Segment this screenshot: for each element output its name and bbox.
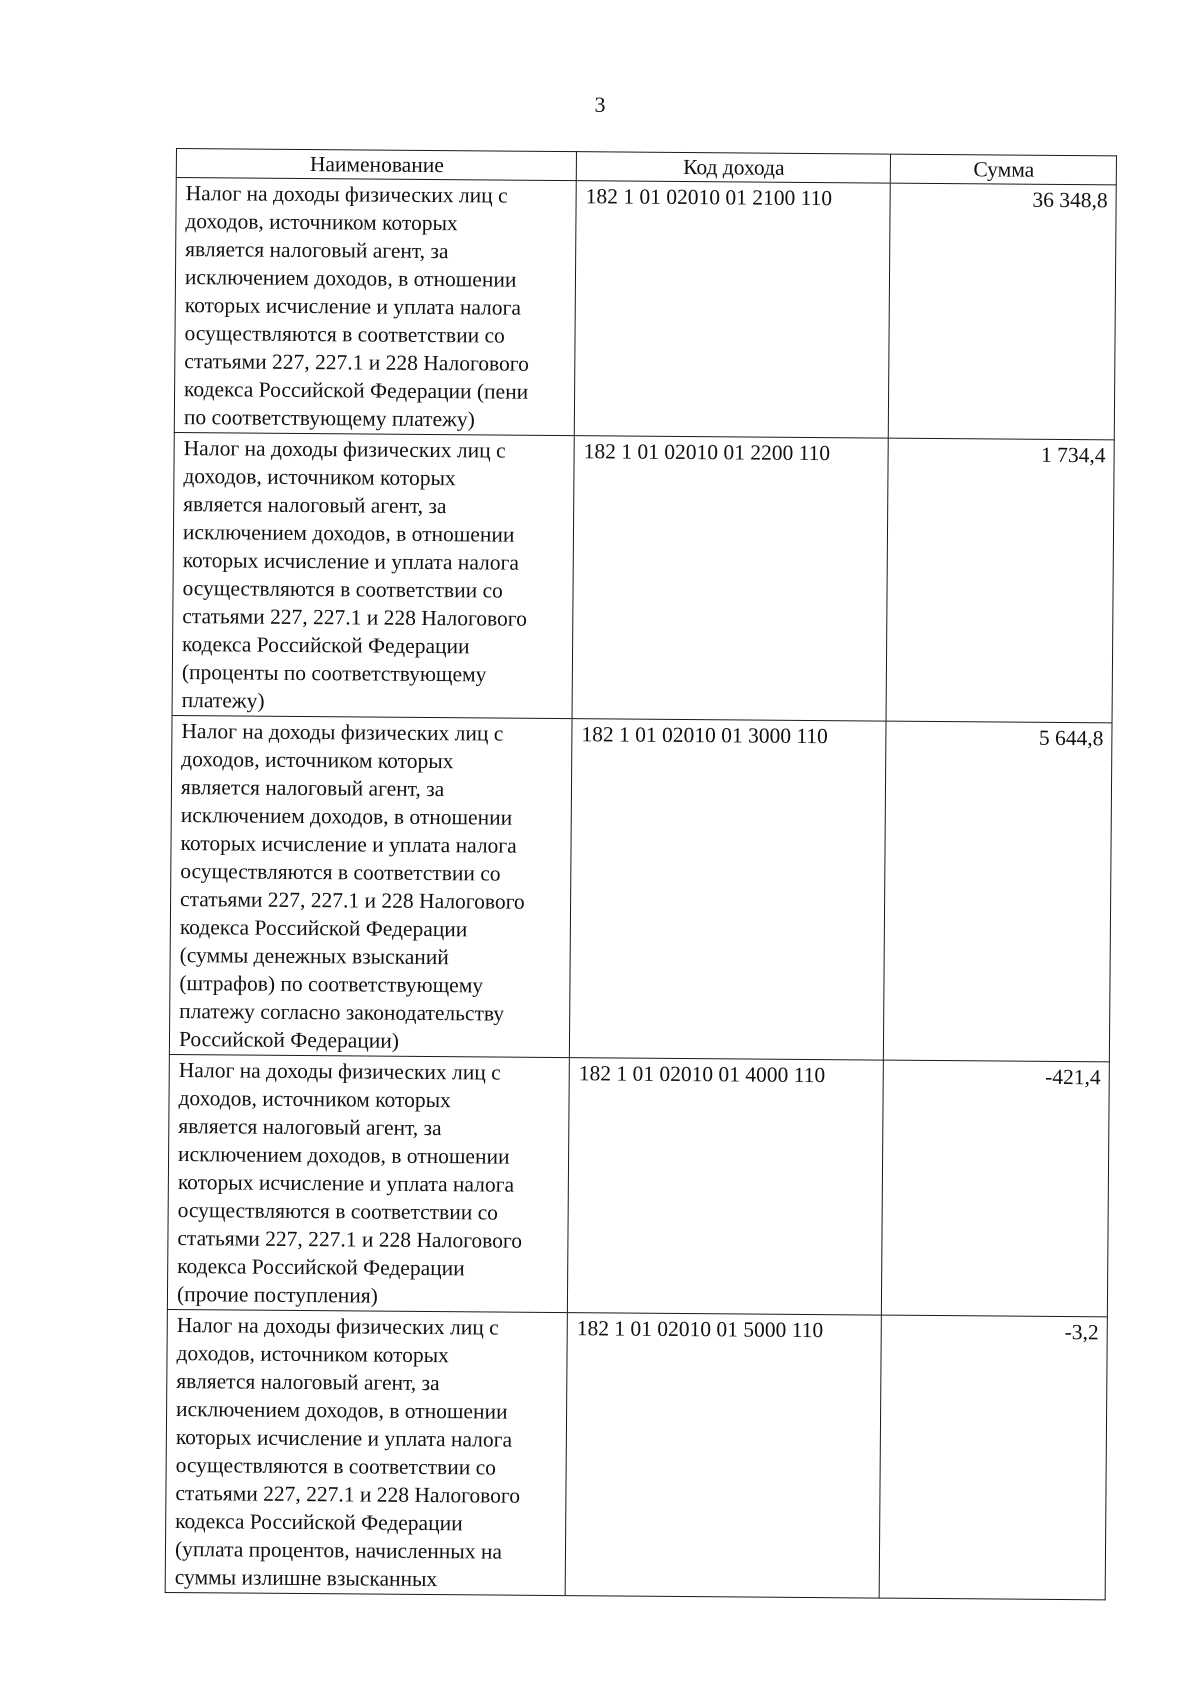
name-line: (штрафов) по соответствующему: [179, 971, 484, 998]
cell-code: 182 1 01 02010 01 4000 110: [567, 1058, 883, 1315]
name-line: которых исчисление и уплата налога: [177, 1170, 515, 1197]
table-row: [167, 1054, 1109, 1316]
name-line: кодекса Российской Федерации (пени: [184, 377, 529, 404]
table-row: [172, 432, 1114, 722]
name-line: исключением доходов, в отношении: [180, 803, 513, 830]
name-line: платежу): [181, 688, 265, 713]
name-line: осуществляются в соответствии со: [175, 1453, 497, 1480]
cell-code: 182 1 01 02010 01 2100 110: [574, 181, 890, 438]
name-line: по соответствующему платежу): [183, 405, 475, 432]
name-line: Налог на доходы физических лиц с: [183, 436, 506, 463]
name-line: Российской Федерации): [178, 1027, 400, 1053]
name-line: является налоговый агент, за: [183, 492, 447, 519]
name-line: осуществляются в соответствии со: [177, 1198, 499, 1225]
name-line: (проценты по соответствующему: [181, 660, 487, 687]
name-line: исключением доходов, в отношении: [178, 1142, 510, 1169]
name-line: Налог на доходы физических лиц с: [181, 719, 504, 746]
header-name: Наименование: [176, 149, 576, 181]
name-line: (прочие поступления): [176, 1282, 378, 1308]
header-sum: Сумма: [890, 154, 1116, 185]
cell-sum: 1 734,4: [886, 438, 1114, 723]
name-line: доходов, источником которых: [185, 209, 458, 236]
name-line: является налоговый агент, за: [180, 775, 445, 802]
cell-name: [165, 1309, 567, 1595]
name-line: кодекса Российской Федерации: [175, 1509, 463, 1536]
name-line: исключением доходов, в отношении: [182, 520, 515, 547]
name-line: (уплата процентов, начисленных на: [174, 1537, 503, 1564]
name-line: статьями 227, 227.1 и 228 Налогового: [182, 604, 527, 631]
cell-sum: -421,4: [881, 1060, 1109, 1317]
name-line: доходов, источником которых: [181, 747, 454, 774]
name-line: платежу согласно законодательству: [179, 999, 505, 1026]
cell-code: 182 1 01 02010 01 2200 110: [572, 436, 888, 721]
header-code: Код дохода: [576, 152, 890, 183]
name-line: статьями 227, 227.1 и 228 Налогового: [175, 1481, 521, 1508]
cell-name: [172, 432, 574, 718]
name-line: исключением доходов, в отношении: [184, 265, 517, 292]
name-line: осуществляются в соответствии со: [182, 576, 503, 603]
name-line: является налоговый агент, за: [176, 1369, 440, 1396]
table-row: [169, 715, 1112, 1061]
name-line: которых исчисление и уплата налога: [175, 1425, 513, 1452]
table-body: [165, 178, 1116, 1600]
name-line: исключением доходов, в отношении: [176, 1397, 508, 1424]
name-line: осуществляются в соответствии со: [184, 321, 505, 348]
name-line: кодекса Российской Федерации: [182, 632, 470, 659]
cell-sum: -3,2: [879, 1315, 1107, 1600]
name-line: Налог на доходы физических лиц с: [185, 181, 508, 208]
cell-sum: 5 644,8: [883, 721, 1112, 1062]
name-line: доходов, источником которых: [183, 464, 456, 491]
name-line: осуществляются в соответствии со: [180, 859, 501, 886]
name-line: статьями 227, 227.1 и 228 Налогового: [180, 887, 525, 914]
cell-code: 182 1 01 02010 01 5000 110: [565, 1313, 881, 1598]
table-row: [165, 1309, 1107, 1599]
name-line: Налог на доходы физических лиц с: [176, 1313, 499, 1340]
name-line: является налоговый агент, за: [178, 1114, 442, 1141]
name-line: которых исчисление и уплата налога: [180, 831, 517, 858]
cell-code: 182 1 01 02010 01 3000 110: [569, 719, 886, 1060]
name-line: статьями 227, 227.1 и 228 Налогового: [184, 349, 529, 376]
name-line: суммы излишне взысканных: [174, 1565, 438, 1592]
name-line: Налог на доходы физических лиц с: [178, 1058, 501, 1085]
cell-name: [169, 715, 572, 1057]
name-line: которых исчисление и уплата налога: [182, 548, 520, 575]
cell-name: [167, 1054, 569, 1312]
name-line: является налоговый агент, за: [185, 237, 449, 264]
name-line: которых исчисление и уплата налога: [184, 293, 522, 320]
name-line: доходов, источником которых: [178, 1086, 451, 1113]
name-line: кодекса Российской Федерации: [177, 1254, 465, 1281]
table-row: [174, 178, 1116, 440]
income-table: [165, 148, 1117, 1600]
name-line: кодекса Российской Федерации: [179, 915, 468, 942]
name-line: доходов, источником которых: [176, 1341, 449, 1368]
page-number: 3: [594, 92, 606, 117]
name-line: статьями 227, 227.1 и 228 Налогового: [177, 1226, 523, 1253]
cell-name: [174, 178, 576, 436]
cell-sum: 36 348,8: [888, 183, 1116, 440]
name-line: (суммы денежных взысканий: [179, 943, 449, 970]
